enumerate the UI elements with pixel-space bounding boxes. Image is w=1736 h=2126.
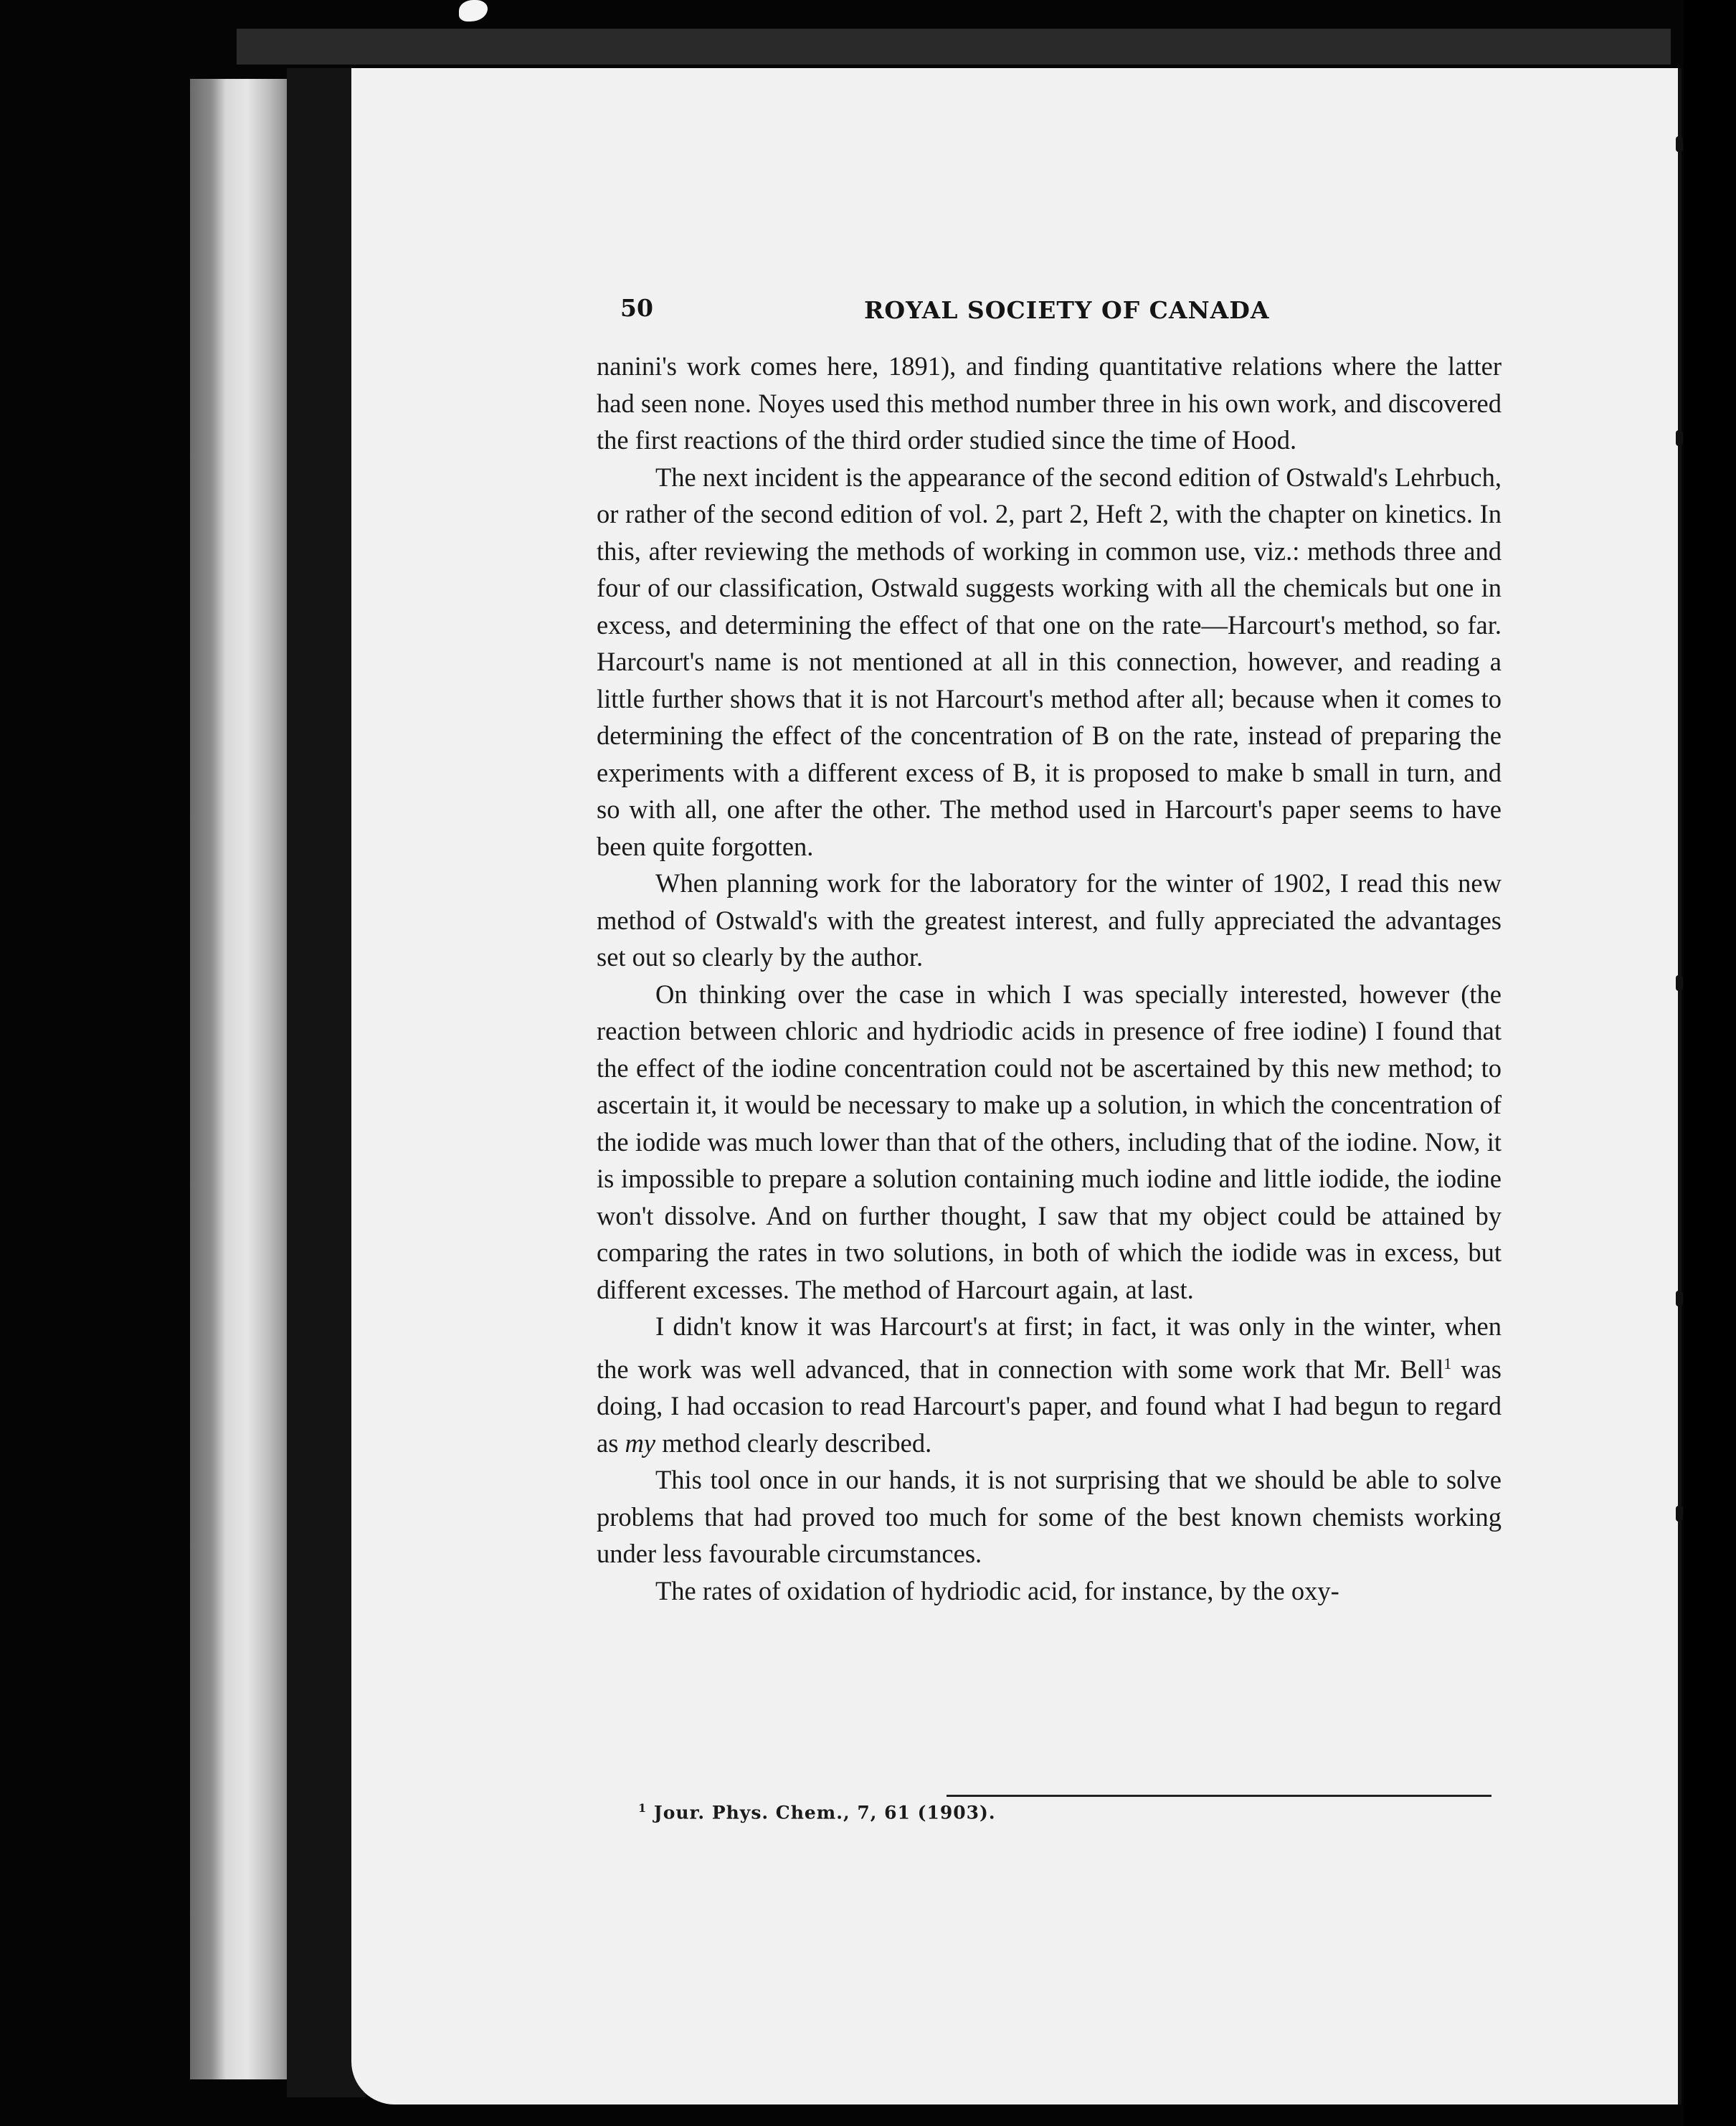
body-text [597,348,1502,1609]
paragraph: The rates of oxidation of hydriodic acid, for instance, by the oxy- [655,1575,1339,1605]
edge-mark [1676,975,1683,991]
edge-mark [1676,1291,1683,1306]
footnote-reference: 1 [1443,1354,1452,1372]
paragraph-text: I didn't know it was Harcourt's at first; in fact, it was only in the winter, when the work was well advanced, that in connection with some work that Mr. Bell [597,1311,1502,1384]
paragraph: When planning work for the laboratory for the winter of 1902, I read this new method of Ostwald's with the greatest interest, and fully appreciated the advantages set out so clearly by the author. [597,868,1502,972]
running-head: ROYAL SOCIETY OF CANADA [864,296,1270,324]
emphasis-text: my [625,1428,656,1458]
paragraph: This tool once in our hands, it is not surprising that we should be able to solve problems that had proved too much for some of the best known chemists working under less favourable circumstances. [597,1465,1502,1569]
paragraph-text: was doing, I had occasion to read Harcourt's paper, and found what I had begun to regard as [597,1354,1502,1458]
page-header [620,290,1509,333]
paragraph [597,1308,1502,1461]
footnote-rule [947,1795,1491,1797]
footnote [638,1801,996,1823]
paragraph-text: method clearly described. [655,1428,932,1458]
edge-mark [1676,1506,1683,1522]
scan-margin [1684,0,1736,2126]
edge-mark [1676,430,1683,446]
paragraph: On thinking over the case in which I was specially interested, however (the reaction between chloric and hydriodic acids in presence of free iodine) I found that the effect of the iodine concentration could not be ascertained by this new method; to ascertain it, it would be necessary to make up a solution, in which the concentration of the iodide was much lower than that of the others, including that of the iodine. Now, it is impossible to prepare a solution containing much iodine and little iodide, the iodine won't dissolve. And on further thought, I saw that my object could be attained by comparing the rates in two solutions, in both of which the iodide was in excess, but different excesses. The method of Harcourt again, at last. [597,979,1502,1304]
footnote-mark: 1 [638,1801,648,1815]
edge-mark [1676,136,1683,152]
right-page-edge [1678,68,1682,2104]
paragraph: nanini's work comes here, 1891), and finding quantitative relations where the latter had seen none. Noyes used this method number three in his own work, and discovered the first reactions of the third order studied since the time of Hood. [597,351,1502,455]
book-top-edge [237,29,1671,65]
page-number: 50 [620,294,653,322]
paragraph: The next incident is the appearance of the second edition of Ostwald's Lehrbuch, or rather of the second edition of vol. 2, part 2, Heft 2, with the chapter on kinetics. In this, after reviewing the methods of working in common use, viz.: methods three and four of our classification, Ostwald suggests working with all the chemicals but one in excess, and determining the effect of that one on the rate—Harcourt's method, so far. Harcourt's name is not mentioned at all in this connection, however, and reading a little further shows that it is not Harcourt's method after all; because when it comes to determining the effect of the concentration of B on the rate, instead of preparing the experiments with a different excess of B, it is proposed to make b small in turn, and so with all, one after the other. The method used in Harcourt's paper seems to have been quite forgotten. [597,462,1502,861]
footnote-text: Jour. Phys. Chem., 7, 61 (1903). [653,1802,996,1823]
scan-artifact [459,0,488,22]
